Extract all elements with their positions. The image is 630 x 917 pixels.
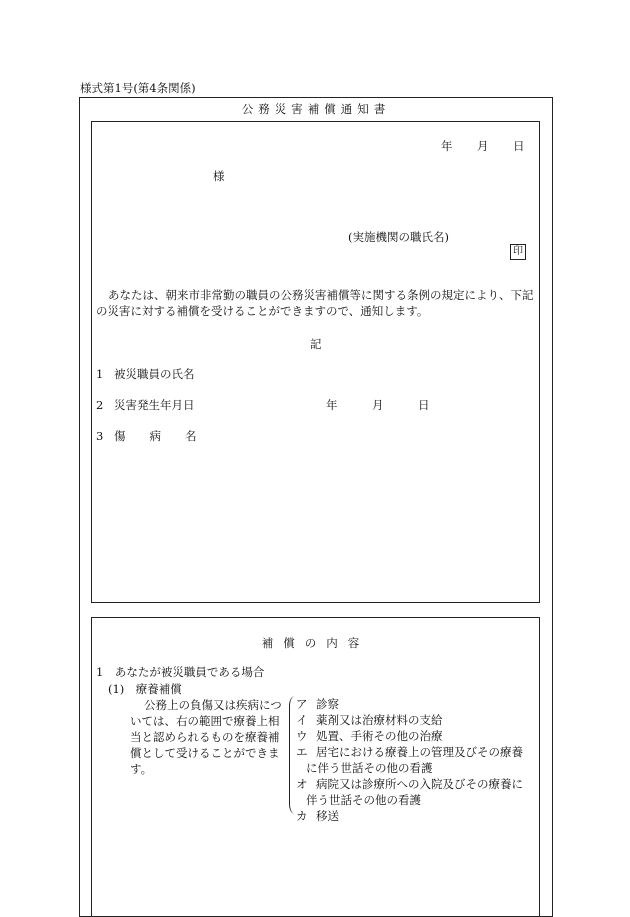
- item-number: 2: [96, 398, 104, 412]
- care-item-text: 診察: [316, 697, 339, 711]
- care-item-text: 居宅における療養上の管理及びその療養: [316, 745, 523, 759]
- care-item-text: 薬剤又は治療材料の支給: [316, 713, 443, 727]
- section-title: 補償の内容: [261, 636, 370, 650]
- issuer-label: (実施機関の職氏名): [348, 230, 449, 244]
- month-label: 月: [372, 398, 384, 412]
- care-item-text: 移送: [316, 809, 339, 823]
- item-number: 1: [96, 367, 104, 381]
- care-item-key: エ: [296, 745, 308, 759]
- section-1-heading: 1 あなたが被災職員である場合: [96, 665, 265, 679]
- care-item: [296, 776, 523, 792]
- recipient-suffix: 様: [213, 169, 225, 183]
- form-reference: 様式第1号(第4条関係): [80, 81, 196, 95]
- notice-text: あなたは、朝来市非常勤の職員の公務災害補償等に関する条例の規定により、下記の災害に対する補償を受けることができますので、通知します。: [96, 288, 534, 318]
- care-item-key: カ: [296, 809, 308, 823]
- care-item-key: ア: [296, 697, 308, 711]
- item-name: [96, 366, 195, 382]
- issue-date: [441, 138, 525, 154]
- care-item: [296, 712, 443, 728]
- brace-bracket: [289, 696, 296, 814]
- care-item-key: ウ: [296, 729, 308, 743]
- item-number: 3: [96, 429, 104, 443]
- item-injury: [96, 428, 221, 444]
- care-item-continuation: に伴う世話その他の看護: [306, 761, 433, 775]
- care-item: [296, 696, 339, 712]
- care-item: [296, 728, 443, 744]
- subsection-heading: (1) 療養補償: [108, 682, 182, 696]
- care-item-text: 病院又は診療所への入院及びその療養に: [316, 777, 523, 791]
- year-label: 年: [441, 139, 453, 153]
- item-date: [96, 397, 195, 413]
- notice-box: [91, 121, 540, 603]
- item-label: 被災職員の氏名: [114, 367, 195, 381]
- care-item-key: オ: [296, 777, 308, 791]
- care-item-continuation: 伴う世話その他の看護: [306, 793, 421, 807]
- care-item: [296, 808, 339, 824]
- ki-heading: 記: [310, 337, 322, 351]
- day-label: 日: [418, 398, 430, 412]
- care-item: [296, 744, 523, 760]
- care-item-key: イ: [296, 713, 308, 727]
- item-label: 災害発生年月日: [114, 398, 195, 412]
- month-label: 月: [477, 139, 489, 153]
- document-title: 公務災害補償通知書: [241, 102, 391, 116]
- year-label: 年: [326, 398, 338, 412]
- day-label: 日: [513, 139, 525, 153]
- care-item-text: 処置、手術その他の治療: [316, 729, 443, 743]
- seal-mark: 印: [510, 244, 526, 260]
- care-description: 公務上の負傷又は疾病については、右の範囲で療養上相当と認められるものを療養補償として受けることができます。: [130, 698, 282, 776]
- item-label: 傷病名: [114, 429, 221, 443]
- incident-date: [326, 397, 430, 413]
